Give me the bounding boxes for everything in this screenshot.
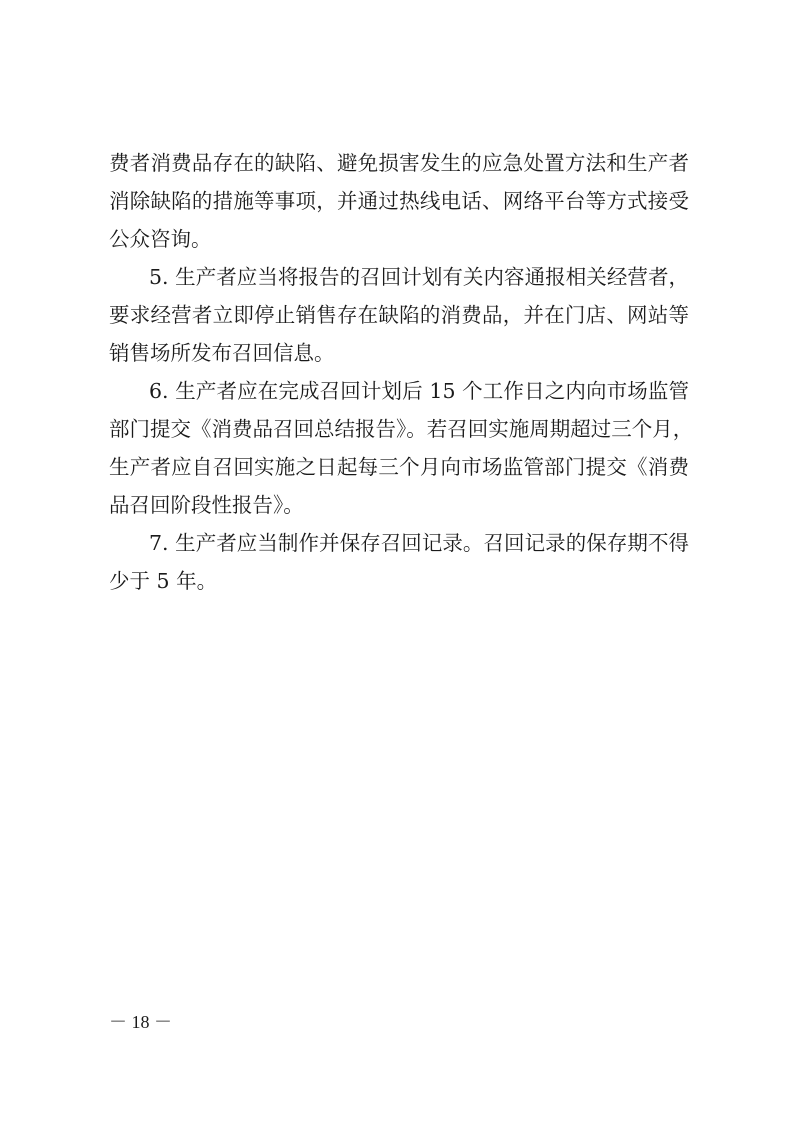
paragraph-line: 5. 生产者应当将报告的召回计划有关内容通报相关经营者，: [149, 265, 689, 289]
paragraph-line: 销售场所发布召回信息。: [109, 341, 335, 365]
paragraph-line: 要求经营者立即停止销售存在缺陷的消费品，并在门店、网站等: [109, 303, 689, 327]
paragraph-line: 6. 生产者应在完成召回计划后 15 个工作日之内向市场监管: [149, 379, 689, 403]
paragraph-line: 部门提交《消费品召回总结报告》。若召回实施周期超过三个月，: [109, 417, 694, 441]
page-number: － 18 －: [109, 1012, 172, 1032]
paragraph-line: 生产者应自召回实施之日起每三个月向市场监管部门提交《消费: [109, 455, 689, 479]
paragraph-line: 费者消费品存在的缺陷、避免损害发生的应急处置方法和生产者: [109, 151, 689, 175]
paragraph-line: 7. 生产者应当制作并保存召回记录。召回记录的保存期不得: [149, 531, 689, 555]
paragraph-line: 少于 5 年。: [109, 569, 218, 593]
paragraph-line: 消除缺陷的措施等事项，并通过热线电话、网络平台等方式接受: [109, 189, 689, 213]
paragraph-line: 品召回阶段性报告》。: [109, 493, 304, 517]
paragraph-line: 公众咨询。: [109, 227, 212, 251]
body-text: [109, 144, 694, 600]
